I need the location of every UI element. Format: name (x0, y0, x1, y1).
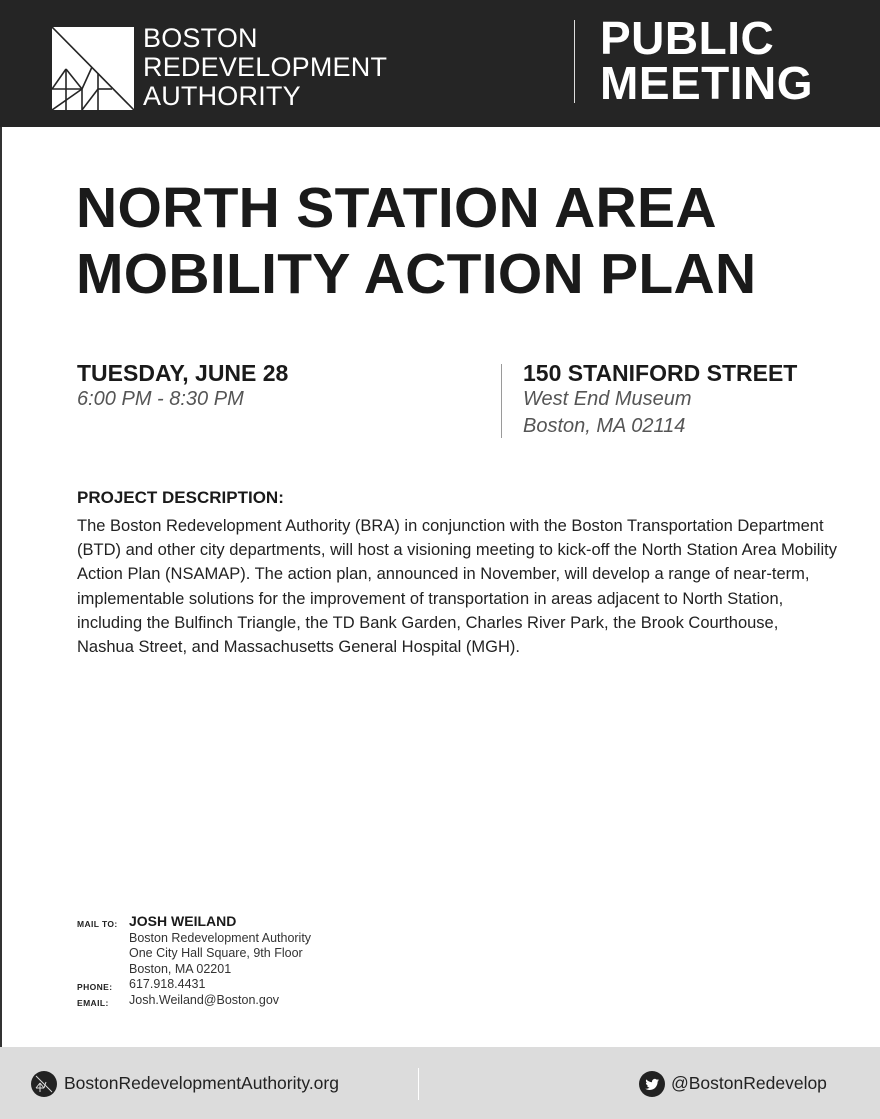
twitter-icon[interactable] (639, 1071, 665, 1097)
page-edge (0, 127, 2, 1047)
banner-line: MEETING (600, 57, 814, 109)
org-name-line: REDEVELOPMENT (143, 52, 388, 82)
event-date-block (77, 360, 288, 413)
page-title (76, 175, 756, 307)
org-name-line: BOSTON (143, 23, 258, 53)
email-link[interactable]: Josh.Weiland@Boston.gov (129, 992, 280, 1007)
email-row (77, 993, 311, 1009)
description-body: The Boston Redevelopment Authority (BRA) in conjunction with the Boston Transportation Department (BTD) and other city departments, will host a visioning meeting to kick-off the North Station Area Mobility Action Plan (NSAMAP). The action plan, announced in November, will develop a range of near-term, implementable solutions for the improvement of transportation in areas adjacent to North Station, including the Bulfinch Triangle, the TD Bank Garden, Charles River Park, the Brook Courthouse, Nashua Street, and Massachusetts General Hospital (MGH). (77, 517, 837, 657)
twitter-handle[interactable]: @BostonRedevelop (671, 1073, 827, 1093)
title-line: NORTH STATION AREA (76, 176, 717, 240)
bra-circle-logo-icon (31, 1071, 57, 1097)
footer-bar (0, 1047, 880, 1119)
header-divider (574, 20, 575, 103)
footer-divider (418, 1068, 419, 1100)
mail-to-row (77, 914, 311, 931)
address-line-text: Boston Redevelopment Authority (129, 930, 312, 945)
address-line-text: Boston, MA 02201 (129, 961, 232, 976)
event-date: TUESDAY, JUNE 28 (77, 360, 289, 386)
contact-block (77, 914, 311, 1009)
bra-logo-icon (52, 27, 134, 110)
org-name-line: AUTHORITY (143, 81, 301, 111)
event-location-block (523, 360, 797, 440)
title-line: MOBILITY ACTION PLAN (76, 242, 757, 306)
contact-name: JOSH WEILAND (129, 913, 237, 929)
org-name (143, 24, 387, 111)
phone-label: PHONE: (77, 982, 113, 993)
phone-value[interactable]: 617.918.4431 (129, 977, 206, 992)
address-line (77, 946, 311, 962)
info-divider (501, 364, 502, 438)
address-line (77, 962, 311, 978)
address-line-text: One City Hall Square, 9th Floor (129, 946, 303, 961)
header-banner (0, 0, 880, 127)
event-venue: West End Museum (523, 388, 692, 410)
banner-line: PUBLIC (600, 12, 775, 64)
website-link[interactable]: BostonRedevelopmentAuthority.org (64, 1073, 339, 1093)
public-meeting-banner (600, 12, 814, 109)
address-line (77, 931, 311, 947)
event-time: 6:00 PM - 8:30 PM (77, 388, 244, 410)
event-city: Boston, MA 02114 (523, 415, 686, 437)
mail-to-label: MAIL TO: (77, 919, 118, 929)
phone-row (77, 977, 311, 993)
description-heading: PROJECT DESCRIPTION: (77, 488, 284, 507)
event-address: 150 STANIFORD STREET (523, 360, 798, 386)
email-label: EMAIL: (77, 997, 109, 1008)
